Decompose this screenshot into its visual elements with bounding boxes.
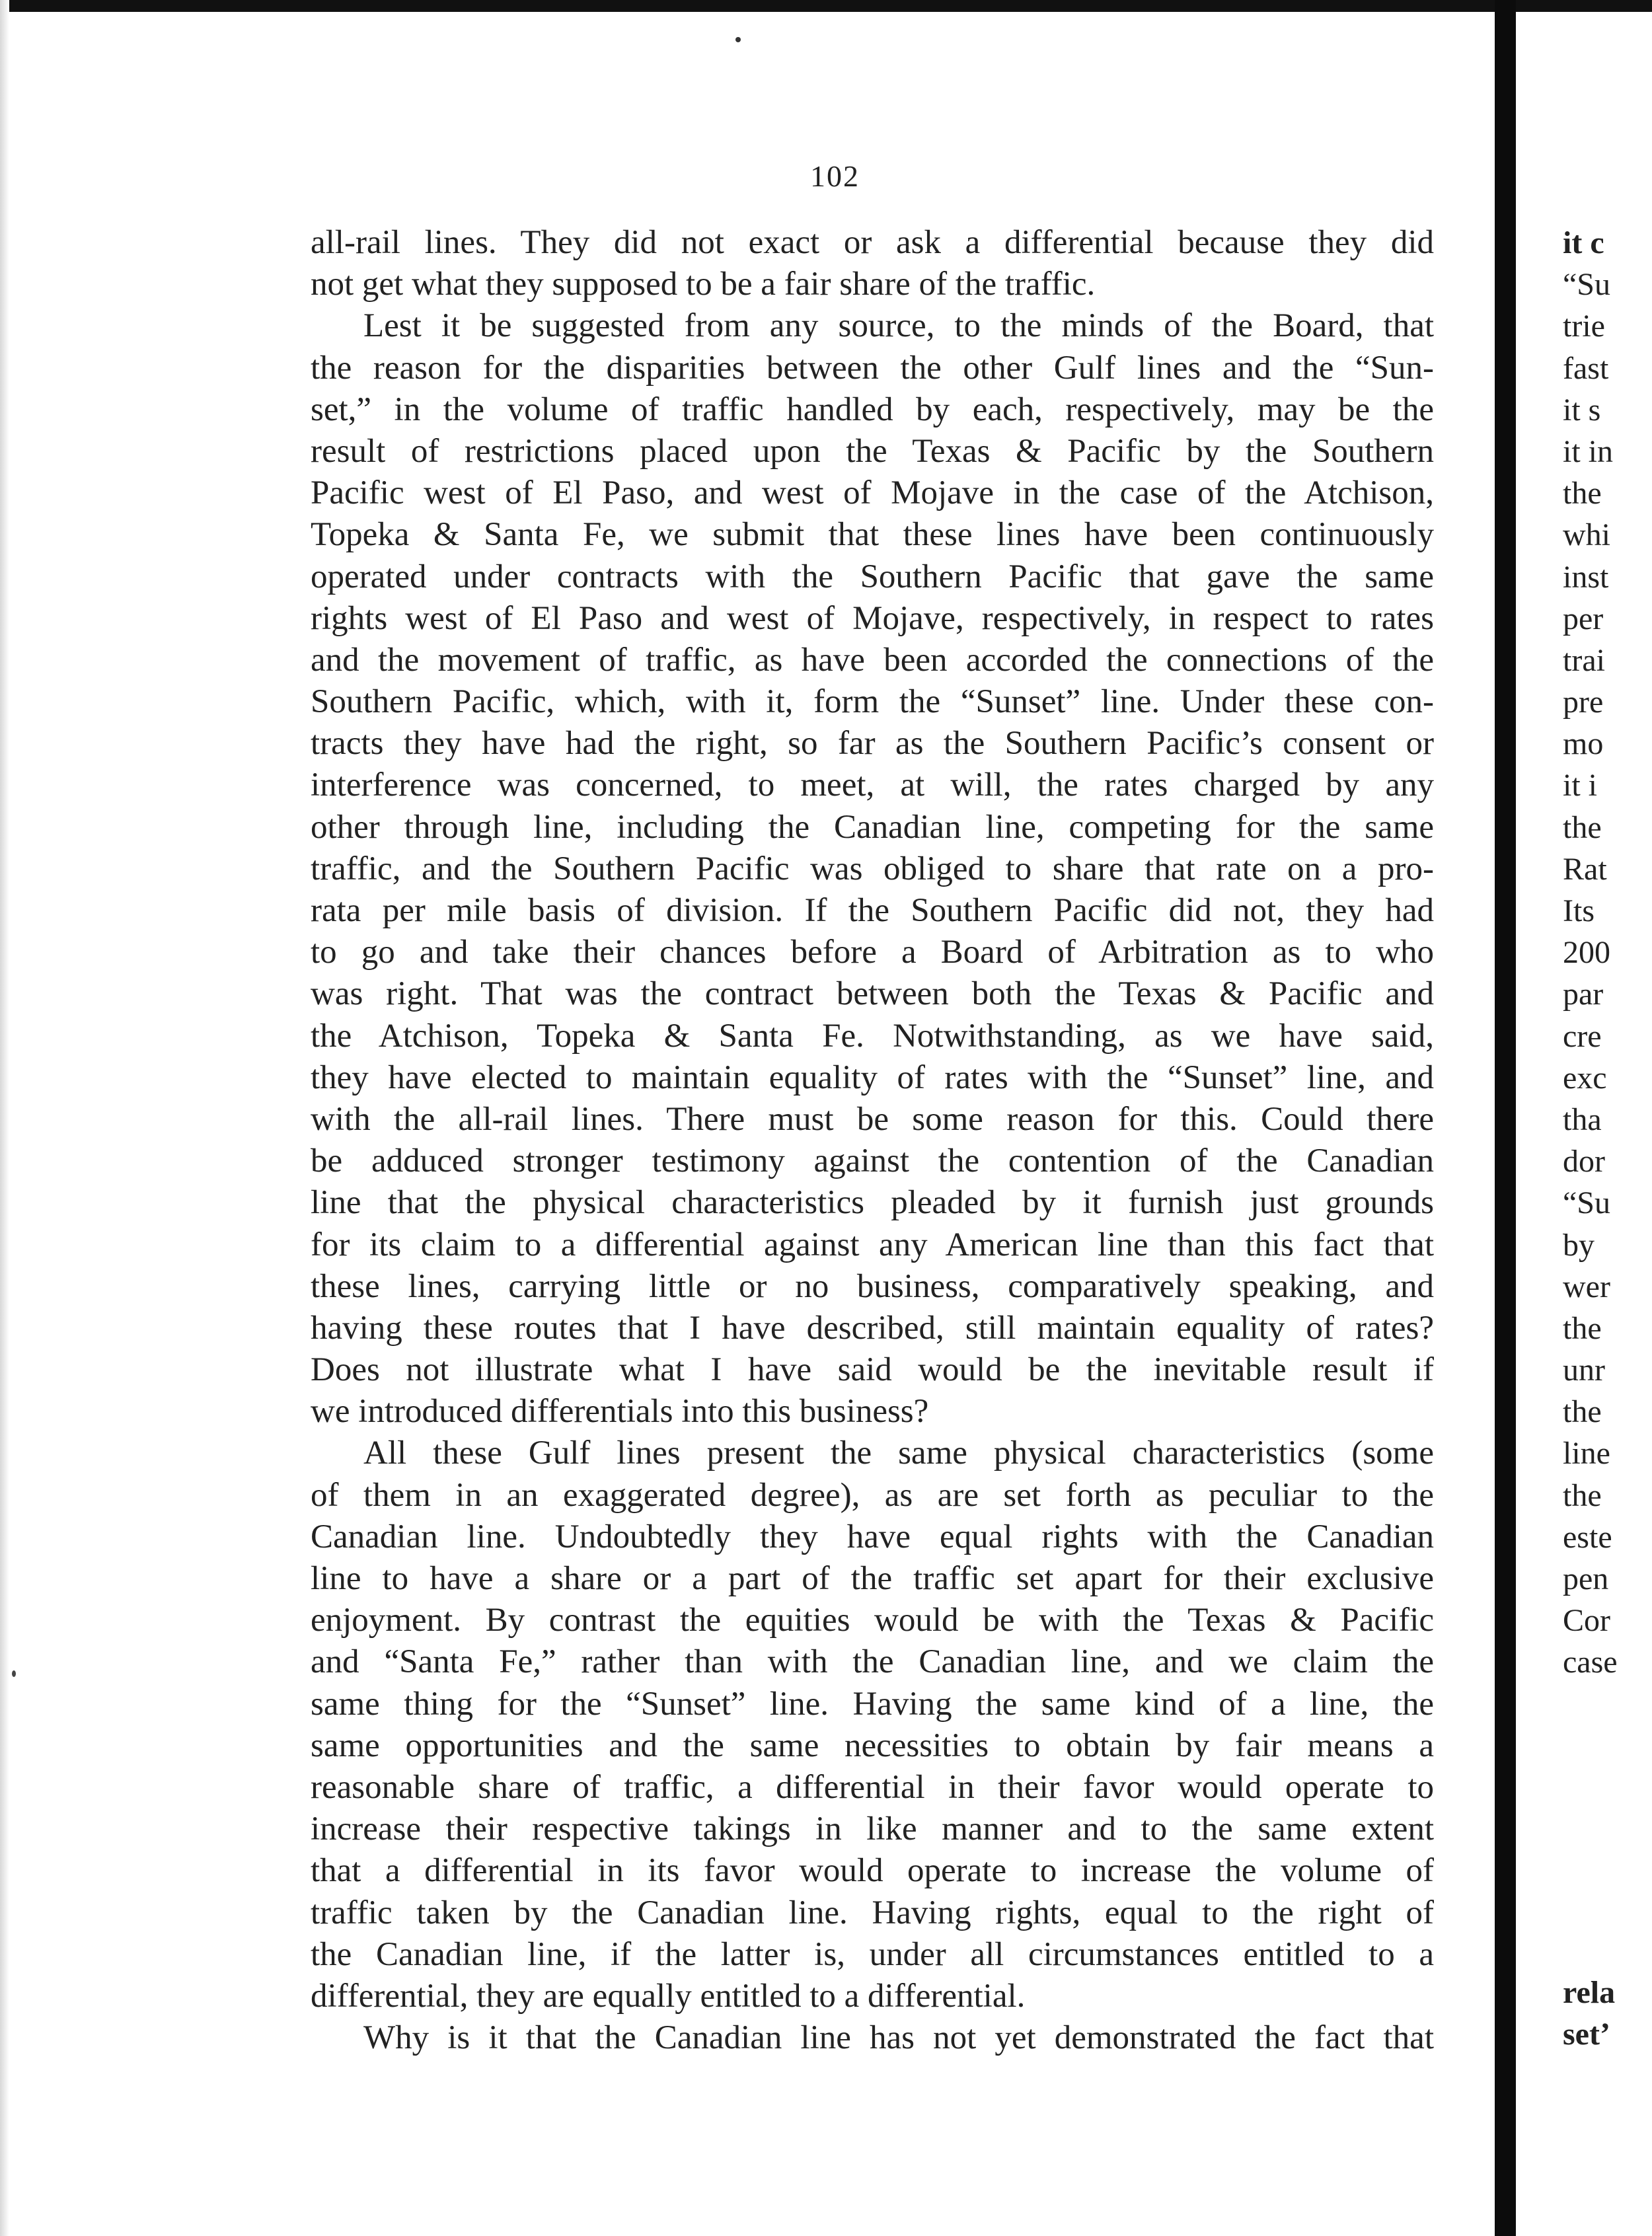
page-number: 102: [810, 159, 860, 193]
text-line: differential, they are equally entitled to a differential.: [311, 1977, 1026, 2015]
text-line: “Su: [1563, 1185, 1610, 1221]
text-line: All these Gulf lines present the same physical characteristics (some: [363, 1435, 1434, 1472]
text-line: to go and take their chances before a Board of Arbitration as to who: [311, 934, 1434, 971]
text-line: Why is it that the Canadian line has not yet demonstrated the fact that: [363, 2019, 1434, 2057]
text-line: “Su: [1563, 267, 1610, 303]
text-line: pre: [1563, 685, 1604, 720]
text-line: traffic taken by the Canadian line. Having rights, equal to the right of: [311, 1894, 1434, 1931]
text-line: it i: [1563, 768, 1598, 803]
text-line: line that the physical characteristics pleaded by it furnish just grounds: [311, 1184, 1434, 1222]
facing-page-fragment: [1563, 0, 1652, 2236]
text-line: par: [1563, 977, 1604, 1012]
text-line: exc: [1563, 1060, 1607, 1096]
text-line: Canadian line. Undoubtedly they have equal rights with the Canadian: [311, 1518, 1434, 1555]
text-line: pen: [1563, 1561, 1609, 1596]
text-line: by: [1563, 1227, 1595, 1263]
text-line: it c: [1563, 225, 1604, 260]
text-line: tracts they have had the right, so far as the Southern Pacific’s consent or: [311, 725, 1434, 763]
text-line: line: [1563, 1436, 1610, 1472]
text-line: be adduced stronger testimony against the contention of the Canadian: [311, 1142, 1434, 1180]
text-line: set,” in the volume of traffic handled by each, respectively, may be the: [311, 391, 1434, 428]
text-line: that a differential in its favor would operate to increase the volume of: [311, 1852, 1434, 1890]
text-line: unr: [1563, 1353, 1605, 1388]
text-line: rata per mile basis of division. If the Southern Pacific did not, they had: [311, 892, 1434, 929]
text-line: of them in an exaggerated degree), as are set forth as peculiar to the: [311, 1476, 1434, 1514]
text-line: the: [1563, 1394, 1602, 1430]
text-line: these lines, carrying little or no business, comparatively speaking, and: [311, 1267, 1434, 1305]
text-line: they have elected to maintain equality of rates with the “Sunset” line, and: [311, 1059, 1434, 1096]
text-line: Does not illustrate what I have said would be the inevitable result if: [311, 1351, 1434, 1389]
text-line: Pacific west of El Paso, and west of Mojave in the case of the Atchison,: [311, 474, 1434, 512]
text-line: Lest it be suggested from any source, to the minds of the Board, that: [363, 307, 1434, 345]
text-line: Its: [1563, 893, 1595, 928]
body-text: [311, 222, 1434, 2059]
text-line: rights west of El Paso and west of Mojave, respectively, in respect to rates: [311, 599, 1434, 637]
text-line: enjoyment. By contrast the equities would be with the Texas & Pacific: [311, 1602, 1434, 1639]
text-line: it in: [1563, 433, 1614, 469]
text-line: traffic, and the Southern Pacific was obliged to share that rate on a pro-: [311, 850, 1434, 887]
text-line: and “Santa Fe,” rather than with the Canadian line, and we claim the: [311, 1643, 1434, 1681]
text-line: dor: [1563, 1144, 1605, 1179]
text-line: trai: [1563, 642, 1605, 678]
text-line: for its claim to a differential against any American line than this fact that: [311, 1226, 1434, 1263]
text-line: 200: [1563, 935, 1610, 971]
text-line: reasonable share of traffic, a differential in their favor would operate to: [311, 1768, 1434, 1806]
text-line: the: [1563, 809, 1602, 845]
text-line: result of restrictions placed upon the Texas & Pacific by the Southern: [311, 432, 1434, 470]
dust-speck: [735, 37, 741, 42]
text-line: fast: [1563, 350, 1609, 386]
text-line: rela: [1563, 1975, 1616, 2010]
text-line: the: [1563, 476, 1602, 511]
text-line: and the movement of traffic, as have been accorded the connections of the: [311, 641, 1434, 679]
text-line: the: [1563, 1310, 1602, 1346]
binding-gutter: [1495, 0, 1516, 2236]
text-line: Cor: [1563, 1603, 1610, 1639]
text-line: other through line, including the Canadian line, competing for the same: [311, 808, 1434, 846]
text-line: case: [1563, 1645, 1618, 1680]
text-line: per: [1563, 601, 1604, 636]
text-line: with the all-rail lines. There must be some reason for this. Could there: [311, 1100, 1434, 1138]
text-line: tha: [1563, 1101, 1602, 1137]
text-line: line to have a share or a part of the traffic set apart for their exclusive: [311, 1560, 1434, 1597]
text-line: the Atchison, Topeka & Santa Fe. Notwithstanding, as we have said,: [311, 1017, 1434, 1055]
text-line: trie: [1563, 309, 1605, 344]
text-line: cre: [1563, 1018, 1602, 1054]
text-line: was right. That was the contract between both the Texas & Pacific and: [311, 975, 1434, 1013]
facing-page-text: [1563, 222, 1618, 1684]
text-line: it s: [1563, 392, 1601, 428]
text-line: same thing for the “Sunset” line. Having the same kind of a line, the: [311, 1685, 1434, 1723]
text-line: same opportunities and the same necessities to obtain by fair means a: [311, 1727, 1434, 1764]
text-line: the Canadian line, if the latter is, under all circumstances entitled to a: [311, 1935, 1434, 1973]
text-line: the reason for the disparities between the other Gulf lines and the “Sun-: [311, 349, 1434, 387]
text-line: the: [1563, 1477, 1602, 1513]
text-line: whi: [1563, 517, 1610, 553]
text-line: we introduced differentials into this business?: [311, 1393, 929, 1431]
text-line: not get what they supposed to be a fair share of the traffic.: [311, 266, 1096, 303]
text-line: inst: [1563, 559, 1609, 595]
text-line: having these routes that I have described, still maintain equality of rates?: [311, 1309, 1434, 1347]
text-line: wer: [1563, 1269, 1610, 1304]
text-line: operated under contracts with the Southern Pacific that gave the same: [311, 558, 1434, 595]
dust-speck: [12, 1670, 16, 1677]
text-line: Southern Pacific, which, with it, form the “Sunset” line. Under these con-: [311, 683, 1434, 721]
text-line: este: [1563, 1519, 1612, 1555]
text-line: mo: [1563, 726, 1604, 762]
text-line: all-rail lines. They did not exact or ask a differential because they did: [311, 224, 1434, 261]
text-line: interference was concerned, to meet, at will, the rates charged by any: [311, 766, 1434, 804]
text-line: Rat: [1563, 851, 1607, 887]
text-line: Topeka & Santa Fe, we submit that these lines have been continuously: [311, 516, 1434, 554]
text-line: increase their respective takings in like manner and to the same extent: [311, 1810, 1434, 1848]
facing-page-bottom-text: [1563, 1972, 1615, 2055]
text-line: set’: [1563, 2017, 1610, 2052]
